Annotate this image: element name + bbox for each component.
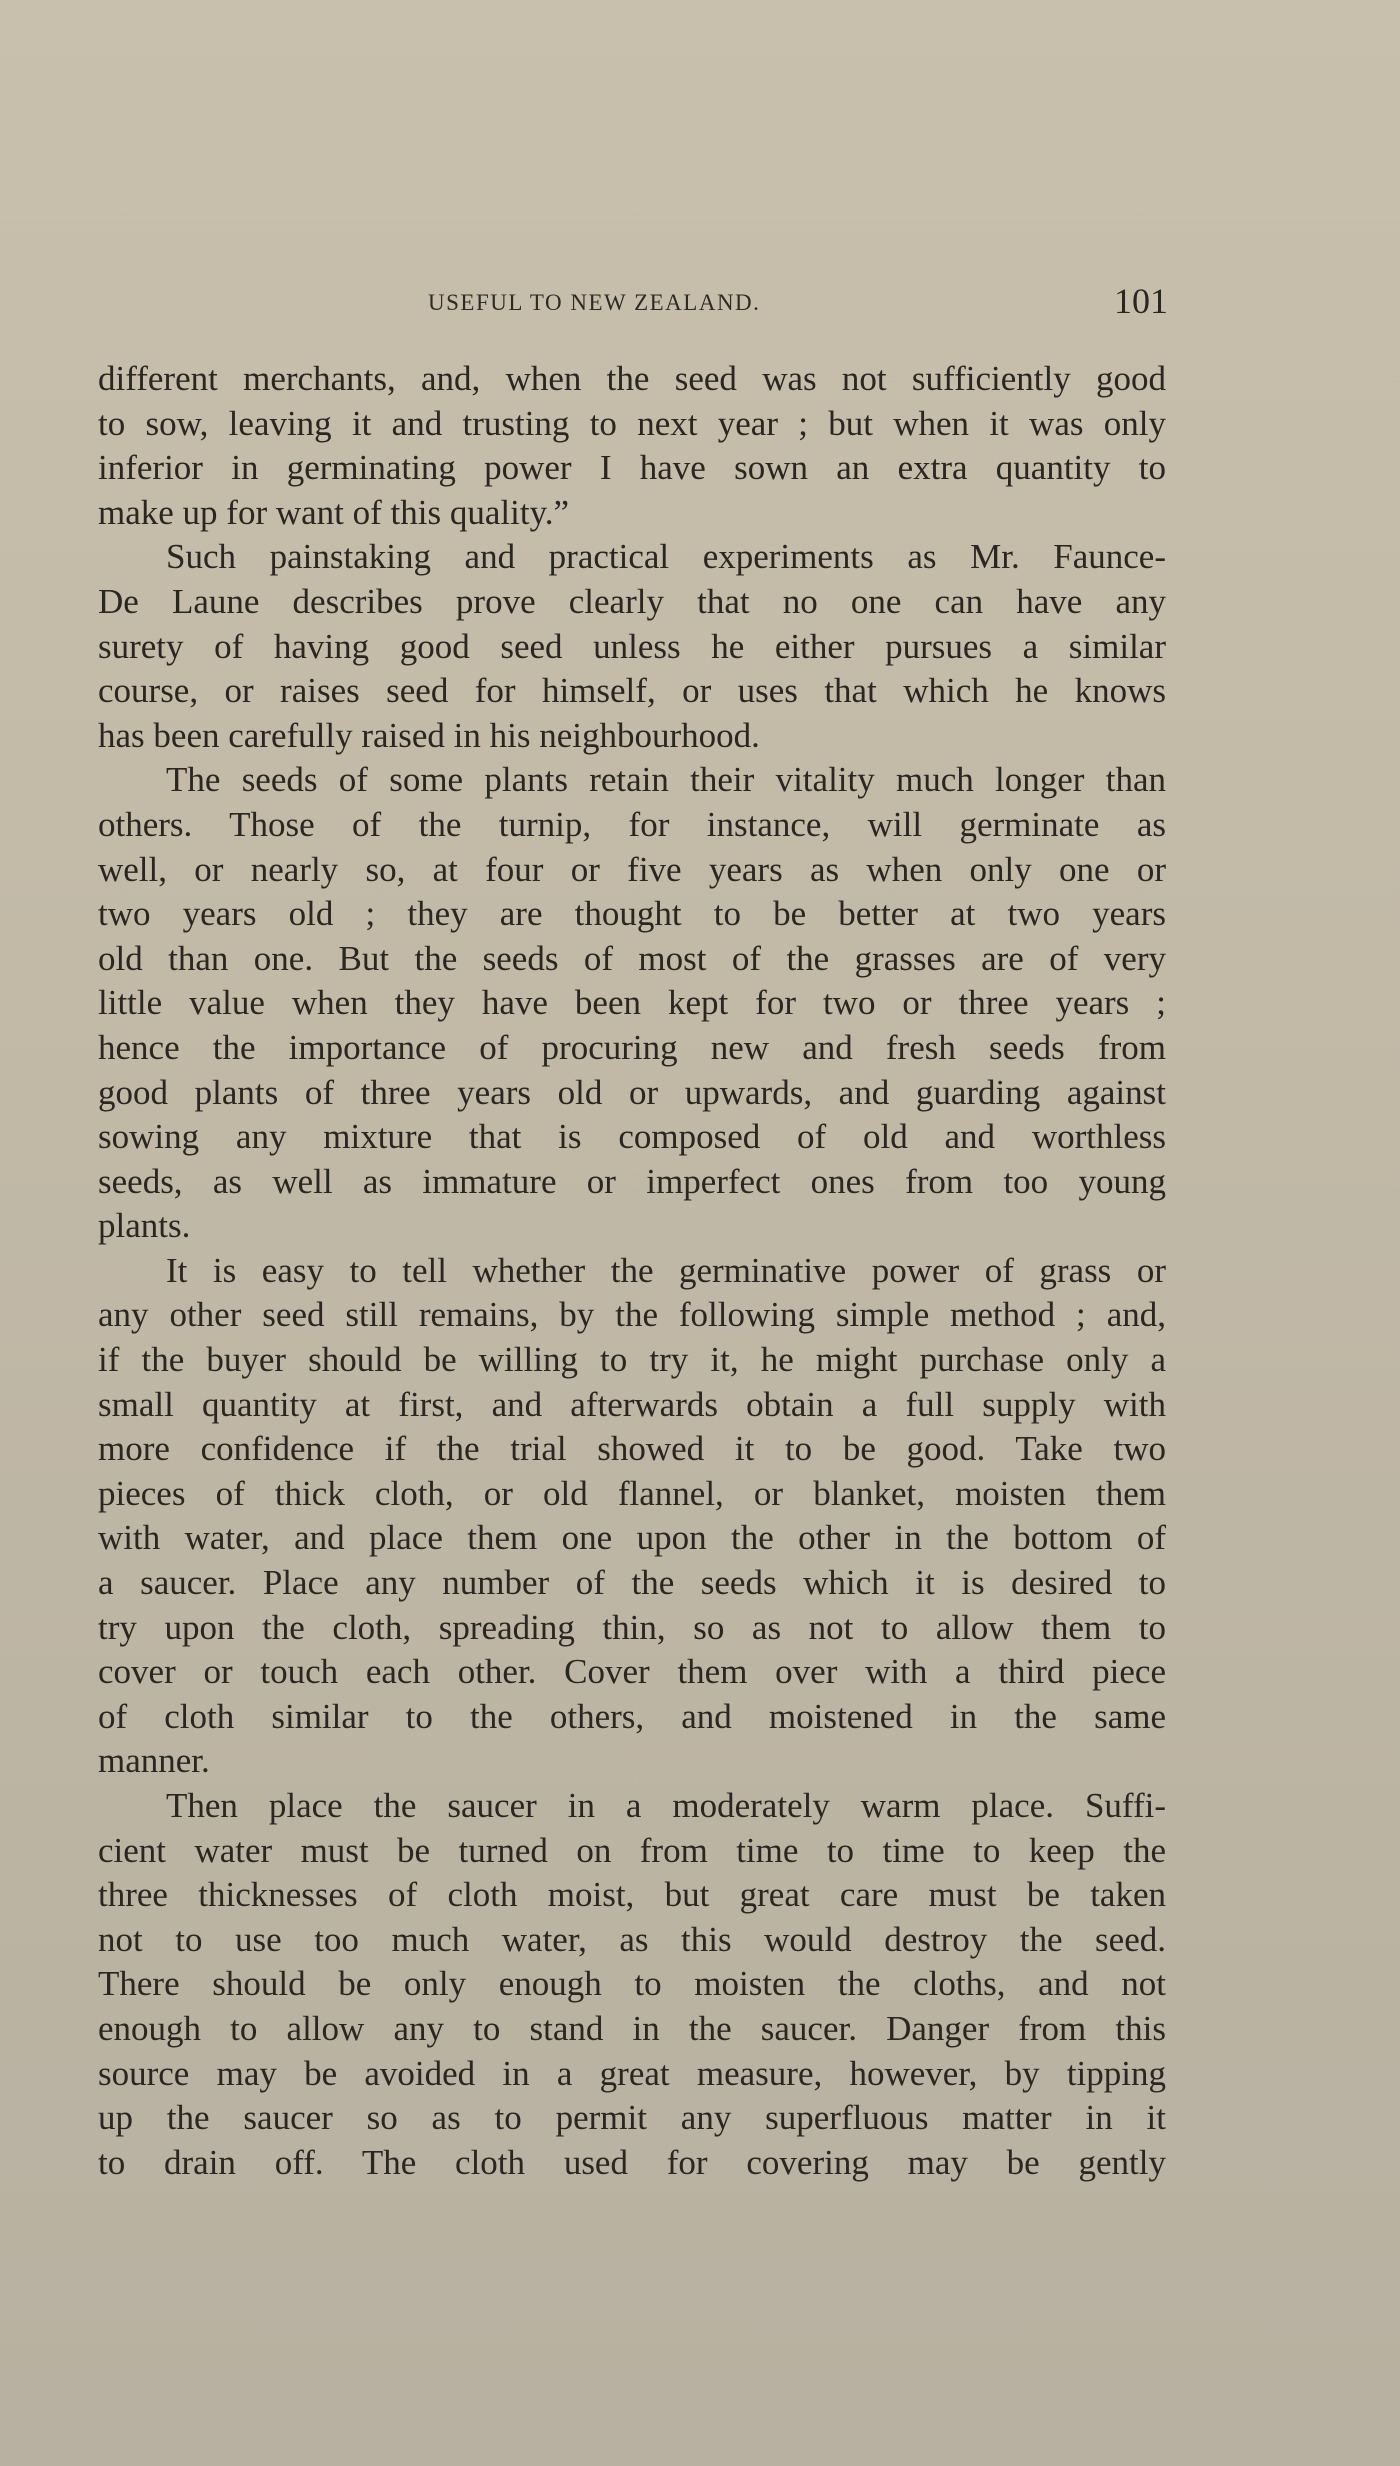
text-line: Such painstaking and practical experiments as Mr. Faunce-	[166, 537, 1166, 577]
text-line: up the saucer so as to permit any superfluous matter in it	[98, 2098, 1166, 2138]
text-line: De Laune describes prove clearly that no one can have any	[98, 581, 1166, 621]
text-line: source may be avoided in a great measure, however, by tipping	[98, 2053, 1166, 2093]
text-line: sowing any mixture that is composed of old and worthless	[98, 1117, 1166, 1157]
text-line: well, or nearly so, at four or five years as when only one or	[98, 849, 1166, 889]
text-line: surety of having good seed unless he either pursues a similar	[98, 626, 1166, 666]
text-line: cover or touch each other. Cover them over with a third piece	[98, 1652, 1166, 1692]
page-number: 101	[1114, 281, 1168, 321]
text-line: a saucer. Place any number of the seeds which it is desired to	[98, 1563, 1166, 1603]
text-line: two years old ; they are thought to be better at two years	[98, 894, 1166, 934]
text-line: plants.	[98, 1206, 191, 1246]
text-line: different merchants, and, when the seed was not sufficiently good	[98, 359, 1166, 398]
text-line: any other seed still remains, by the following simple method ; and,	[98, 1295, 1166, 1335]
text-line: The seeds of some plants retain their vitality much longer than	[166, 760, 1166, 800]
text-line: try upon the cloth, spreading thin, so as not to allow them to	[98, 1607, 1166, 1647]
text-line: inferior in germinating power I have sown an extra quantity to	[98, 448, 1166, 488]
text-line: others. Those of the turnip, for instance, will germinate as	[98, 804, 1166, 844]
text-line: to drain off. The cloth used for covering may be gently	[98, 2142, 1166, 2182]
text-line: of cloth similar to the others, and moistened in the same	[98, 1696, 1166, 1736]
text-line: more confidence if the trial showed it to be good. Take two	[98, 1429, 1166, 1469]
text-line: Then place the saucer in a moderately warm place. Suffi-	[166, 1786, 1166, 1825]
text-line: pieces of thick cloth, or old flannel, or blanket, moisten them	[98, 1473, 1166, 1513]
text-line: cient water must be turned on from time to time to keep the	[98, 1830, 1166, 1870]
running-title: USEFUL TO NEW ZEALAND.	[428, 290, 761, 315]
text-line: if the buyer should be willing to try it, he might purchase only a	[98, 1340, 1166, 1380]
text-line: seeds, as well as immature or imperfect ones from too young	[98, 1161, 1166, 1201]
text-line: enough to allow any to stand in the saucer. Danger from this	[98, 2008, 1166, 2048]
text-line: not to use too much water, as this would destroy the seed.	[98, 1919, 1166, 1959]
text-line: small quantity at first, and afterwards obtain a full supply with	[98, 1384, 1166, 1424]
text-line: to sow, leaving it and trusting to next year ; but when it was only	[98, 403, 1166, 443]
text-line: It is easy to tell whether the germinative power of grass or	[166, 1250, 1166, 1290]
text-line: three thicknesses of cloth moist, but great care must be taken	[98, 1875, 1166, 1915]
text-line: with water, and place them one upon the other in the bottom of	[98, 1518, 1166, 1558]
text-line: manner.	[98, 1741, 210, 1781]
body-text	[98, 357, 1166, 2185]
text-line: old than one. But the seeds of most of the grasses are of very	[98, 938, 1166, 978]
running-head	[0, 281, 1400, 324]
text-line: There should be only enough to moisten the cloths, and not	[98, 1964, 1166, 2004]
text-line: course, or raises seed for himself, or uses that which he knows	[98, 671, 1166, 711]
text-line: has been carefully raised in his neighbourhood.	[98, 715, 760, 755]
text-line: make up for want of this quality.”	[98, 492, 570, 532]
text-line: good plants of three years old or upwards, and guarding against	[98, 1072, 1166, 1112]
text-line: hence the importance of procuring new and fresh seeds from	[98, 1027, 1166, 1067]
text-line: little value when they have been kept for two or three years ;	[98, 983, 1166, 1023]
